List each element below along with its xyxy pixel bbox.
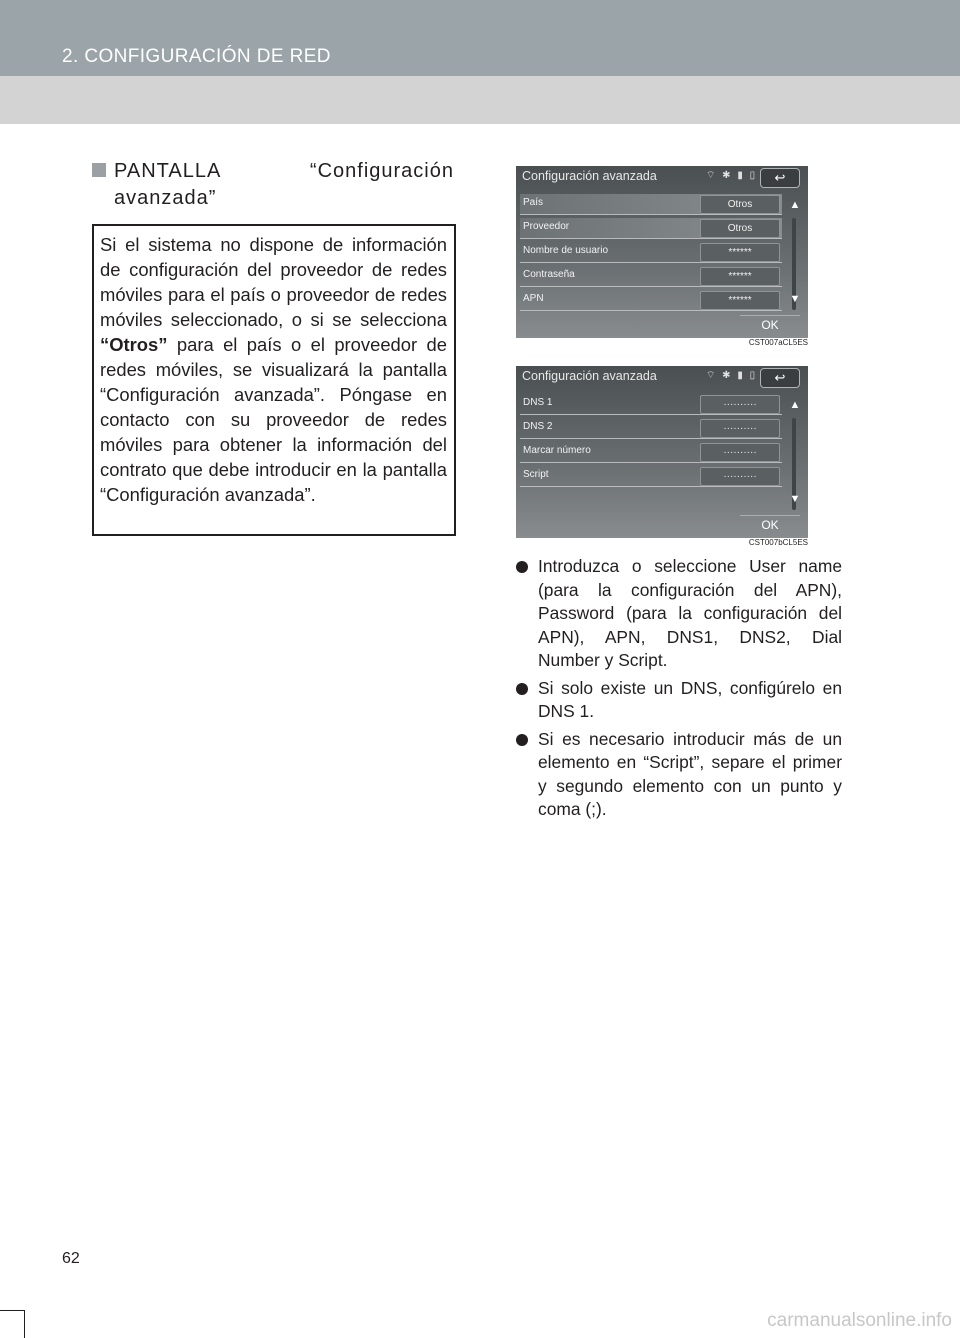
- image-code: CST007aCL5ES: [742, 338, 808, 348]
- ok-button[interactable]: OK: [740, 315, 800, 334]
- header-top: [0, 0, 960, 76]
- row-dns1[interactable]: [520, 394, 782, 415]
- row-dial-number[interactable]: [520, 442, 782, 463]
- ok-button[interactable]: OK: [740, 515, 800, 534]
- page-number: 62: [62, 1250, 80, 1267]
- row-label: Marcar número: [523, 445, 591, 456]
- row-provider[interactable]: [520, 218, 782, 239]
- row-label: Contraseña: [523, 269, 575, 280]
- status-icons: ⌔ ✱ ▮ ▯: [706, 370, 758, 381]
- bullet-dot-icon: [516, 561, 528, 573]
- row-apn[interactable]: [520, 290, 782, 311]
- row-label: DNS 2: [523, 421, 553, 432]
- info-box: [92, 224, 456, 536]
- row-value: ··········: [700, 443, 780, 462]
- bullet-list: [516, 555, 842, 826]
- row-label: Script: [523, 469, 549, 480]
- row-value: ··········: [700, 395, 780, 414]
- back-button[interactable]: ↩: [760, 368, 800, 388]
- screen-title: Configuración avanzada: [522, 369, 657, 383]
- bullet-item: [516, 555, 842, 673]
- heading-part2: “Configuración: [309, 160, 454, 182]
- row-password[interactable]: [520, 266, 782, 287]
- bullet-text: Introduzca o seleccione User name (para la configuración del APN), Password (para la configuración del APN), APN, DNS1, DNS2, Dial Number y Script.: [538, 556, 842, 670]
- screen-title: Configuración avanzada: [522, 169, 657, 183]
- image-code: CST007bCL5ES: [742, 538, 808, 548]
- bullet-dot-icon: [516, 734, 528, 746]
- info-text-before: Si el sistema no dispone de información de configuración del proveedor de redes móviles para el país o proveedor de redes móviles seleccionado, o si se selecciona: [100, 234, 447, 330]
- row-label: DNS 1: [523, 397, 553, 408]
- back-button[interactable]: ↩: [760, 168, 800, 188]
- bullet-dot-icon: [516, 683, 528, 695]
- bullet-text: Si es necesario introducir más de un elemento en “Script”, separe el primer y segundo elemento con un punto y coma (;).: [538, 728, 842, 819]
- chapter-title: 2. CONFIGURACIÓN DE RED: [62, 46, 331, 67]
- row-value: Otros: [700, 219, 780, 238]
- row-value: ******: [700, 243, 780, 262]
- row-label: APN: [523, 293, 544, 304]
- heading-line2: avanzada”: [114, 187, 217, 209]
- row-value: ··········: [700, 419, 780, 438]
- scroll-down-icon[interactable]: ▼: [789, 293, 801, 305]
- row-label: País: [523, 197, 544, 208]
- row-value: Otros: [700, 195, 780, 214]
- info-text: [100, 232, 447, 507]
- crop-mark: [0, 1310, 24, 1311]
- row-country[interactable]: [520, 194, 782, 215]
- row-value: ··········: [700, 467, 780, 486]
- info-text-after: para el país o el proveedor de redes móviles, se visualizará la pantalla “Configuración avanzada”. Póngase en contacto con su proveedor de redes móviles para obtener la información del contrato que debe introducir en la pantalla “Configuración avanzada”.: [100, 334, 447, 505]
- scroll-up-icon[interactable]: ▲: [789, 399, 801, 411]
- row-value: ******: [700, 267, 780, 286]
- row-value: ******: [700, 291, 780, 310]
- square-bullet-icon: [92, 163, 106, 177]
- advanced-settings-screen-2: [516, 366, 808, 538]
- row-label: Nombre de usuario: [523, 245, 609, 256]
- scroll-up-icon[interactable]: ▲: [789, 199, 801, 211]
- bullet-item: [516, 677, 842, 724]
- bullet-item: [516, 728, 842, 822]
- bullet-text: Si solo existe un DNS, configúrelo en DNS 1.: [538, 677, 842, 721]
- heading-part1: PANTALLA: [114, 160, 222, 182]
- watermark: carmanualsonline.info: [767, 1310, 952, 1331]
- row-dns2[interactable]: [520, 418, 782, 439]
- row-username[interactable]: [520, 242, 782, 263]
- scroll-down-icon[interactable]: ▼: [789, 493, 801, 505]
- row-script[interactable]: [520, 466, 782, 487]
- info-text-bold: “Otros”: [100, 334, 168, 355]
- advanced-settings-screen-1: [516, 166, 808, 338]
- row-label: Proveedor: [523, 221, 570, 232]
- status-icons: ⌔ ✱ ▮ ▯: [706, 170, 758, 181]
- crop-mark: [24, 1310, 25, 1338]
